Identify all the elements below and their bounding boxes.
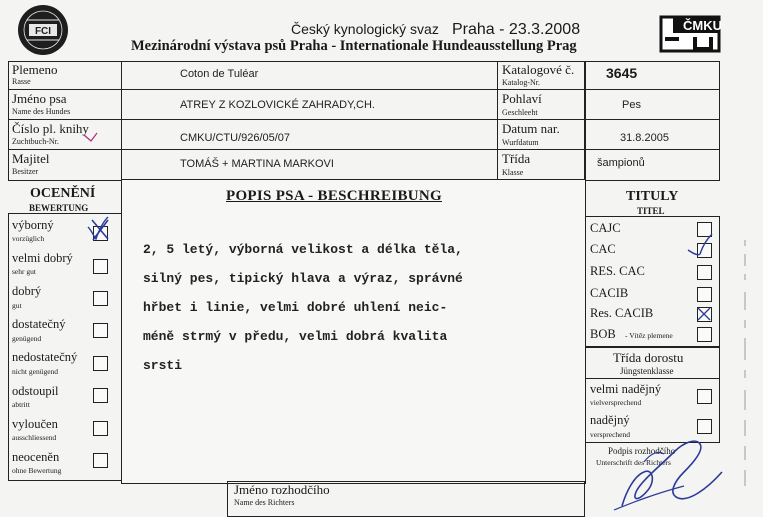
judge-sub: Name des Richters: [234, 498, 295, 507]
grade-checkbox-velmi-dobry[interactable]: [93, 259, 108, 274]
svg-text:ČMKU: ČMKU: [683, 18, 722, 33]
title-checkbox-bob[interactable]: [697, 327, 712, 342]
sex-label: Pohlaví: [502, 91, 542, 106]
signature-label: Podpis rozhodčího: [608, 446, 676, 456]
dog-name-sub: Name des Hundes: [12, 107, 71, 116]
description-line: hřbet i linie, velmi dobré uhlení neic-: [143, 299, 448, 315]
grade-checkbox-nedostatecny[interactable]: [93, 356, 108, 371]
owner-value[interactable]: TOMÁŠ + MARTINA MARKOVI: [180, 158, 334, 170]
birth-value[interactable]: 31.8.2005: [620, 132, 669, 144]
grade-checkbox-odstoupil[interactable]: [93, 388, 108, 403]
catalog-value[interactable]: 3645: [606, 65, 638, 81]
signature-sub: Unterschrift des Richters: [596, 458, 671, 467]
grading-subtitle: BEWERTUNG: [29, 203, 89, 213]
description-title: POPIS PSA - BESCHREIBUNG: [226, 188, 442, 204]
class-sub: Klasse: [502, 168, 524, 177]
title-checkbox-res-cac[interactable]: [697, 265, 712, 280]
description-line: 2, 5 letý, výborná velikost a délka těla,: [143, 241, 463, 257]
grade-checkbox-dobry[interactable]: [93, 291, 108, 306]
grading-title: OCENĚNÍ: [30, 186, 96, 201]
junior-subtitle: Jüngstenklasse: [620, 366, 674, 376]
place-date: Praha - 23.3.2008: [452, 21, 581, 38]
description-line: méně strmý v předu, velmi dobrá kvalita: [143, 328, 448, 344]
page-title: Mezinárodní výstava psů Praha - Internationale Hundeausstellung Prag: [131, 38, 577, 54]
junior-title: Třída dorostu: [613, 350, 684, 365]
judge-signature: [604, 432, 734, 512]
breed-sub: Rasse: [12, 77, 31, 86]
org-name: Český kynologický svaz: [291, 21, 439, 37]
junior-checkbox-velmi-nadejny[interactable]: [697, 389, 712, 404]
birth-label: Datum nar.: [502, 121, 560, 136]
cmku-logo: [659, 13, 723, 53]
sex-value[interactable]: Pes: [622, 99, 641, 111]
side-print-marks: [741, 240, 749, 500]
description-line: srsti: [143, 357, 183, 373]
owner-sub: Besitzer: [12, 167, 39, 176]
titles-title: TITULY: [626, 189, 679, 204]
description-text[interactable]: [143, 228, 463, 388]
birth-sub: Wurfdatum: [502, 138, 539, 147]
breed-value[interactable]: Coton de Tuléar: [180, 68, 259, 80]
catalog-sub: Katalog-Nr.: [502, 78, 540, 87]
studbook-value[interactable]: CMKU/CTU/926/05/07: [180, 132, 291, 144]
dog-name-value[interactable]: ATREY Z KOZLOVICKÉ ZAHRADY,CH.: [180, 99, 375, 111]
judge-label: Jméno rozhodčího: [234, 482, 330, 497]
studbook-sub: Zuchtbuch-Nr.: [12, 137, 59, 146]
grade-checkbox-vyloucen[interactable]: [93, 421, 108, 436]
studbook-label: Číslo pl. knihy: [12, 121, 89, 136]
grade-checkbox-dostatecny[interactable]: [93, 323, 108, 338]
catalog-label: Katalogové č.: [502, 62, 575, 77]
dog-name-label: Jméno psa: [12, 91, 67, 106]
owner-label: Majitel: [12, 151, 50, 166]
res-cacib-check-mark: [695, 305, 713, 323]
titles-subtitle: TITEL: [637, 206, 665, 216]
svg-text:FCI: FCI: [34, 26, 52, 37]
class-value[interactable]: šampionů: [597, 157, 645, 169]
fci-logo: [17, 4, 69, 56]
class-label: Třída: [502, 151, 531, 166]
description-line: silný pes, tipický hlava a výraz, správné: [143, 270, 463, 286]
grade-check-mark: [86, 215, 116, 245]
cac-check-mark: [684, 232, 714, 260]
breed-label: Plemeno: [12, 62, 58, 77]
title-checkbox-cacib[interactable]: [697, 287, 712, 302]
grade-checkbox-neocenen[interactable]: [93, 453, 108, 468]
sex-sub: Geschleeht: [502, 108, 538, 117]
pen-mark: [82, 131, 100, 145]
